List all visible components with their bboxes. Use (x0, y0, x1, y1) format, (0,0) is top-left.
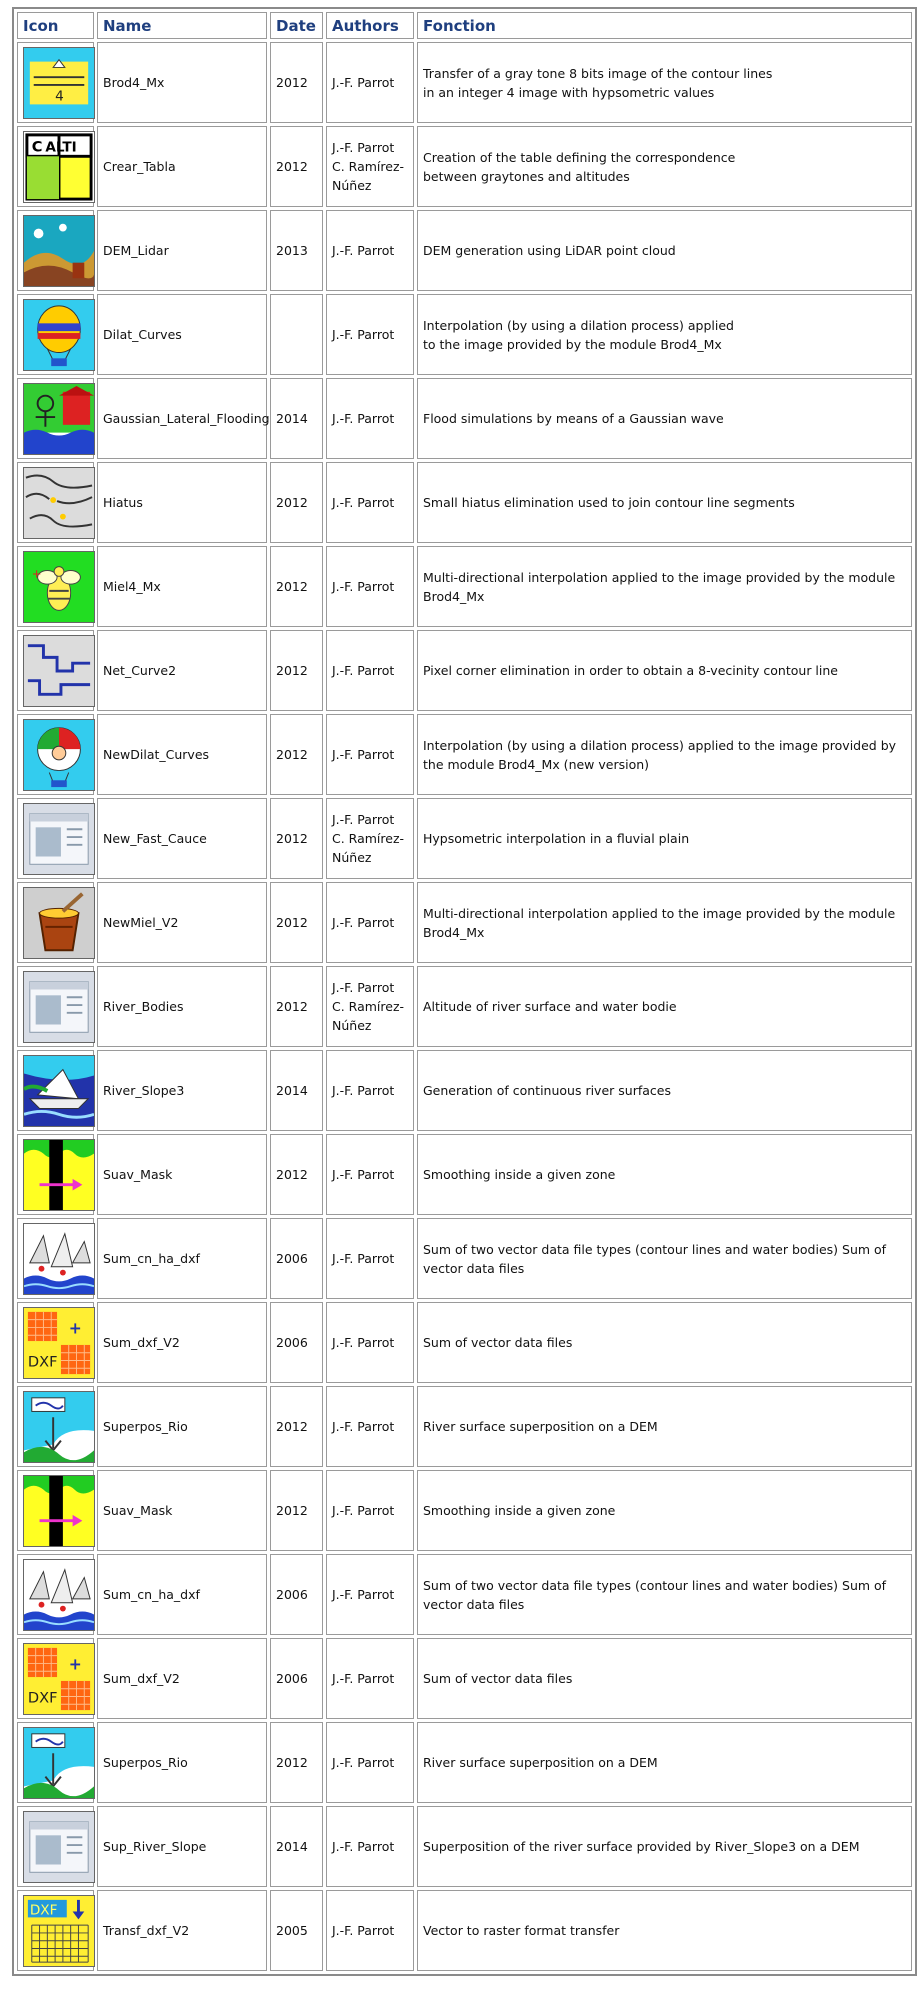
table-row (17, 966, 912, 1047)
header-icon: Icon (17, 12, 94, 39)
module-date: 2006 (270, 1554, 323, 1635)
module-authors: J.-F. Parrot (326, 1638, 414, 1719)
module-date: 2012 (270, 966, 323, 1047)
module-date: 2012 (270, 1470, 323, 1551)
svg-text:DXF: DXF (27, 1688, 58, 1706)
brod4-icon (23, 47, 95, 119)
table-row (17, 1134, 912, 1215)
river-superpos-icon (23, 1391, 95, 1463)
module-date: 2012 (270, 798, 323, 879)
table-row (17, 1806, 912, 1887)
module-date: 2006 (270, 1218, 323, 1299)
header-fonction: Fonction (417, 12, 912, 39)
module-authors: J.-F. Parrot (326, 630, 414, 711)
icon-cell (17, 714, 94, 795)
module-date: 2014 (270, 1050, 323, 1131)
module-fonction: Sum of two vector data file types (contour lines and water bodies) Sum of vector data files (417, 1218, 912, 1299)
module-date: 2012 (270, 462, 323, 543)
module-fonction: River surface superposition on a DEM (417, 1722, 912, 1803)
module-date: 2012 (270, 882, 323, 963)
module-name: Brod4_Mx (97, 42, 267, 123)
svg-text:DXF: DXF (27, 1352, 58, 1370)
module-fonction: Sum of two vector data file types (contour lines and water bodies) Sum of vector data files (417, 1554, 912, 1635)
icon-cell (17, 1638, 94, 1719)
module-authors: J.-F. Parrot (326, 1302, 414, 1383)
table-row (17, 462, 912, 543)
module-fonction: Vector to raster format transfer (417, 1890, 912, 1971)
module-name: Net_Curve2 (97, 630, 267, 711)
module-name: Miel4_Mx (97, 546, 267, 627)
icon-cell (17, 1470, 94, 1551)
module-fonction: Smoothing inside a given zone (417, 1470, 912, 1551)
table-row (17, 126, 912, 207)
icon-cell (17, 1890, 94, 1971)
table-row (17, 630, 912, 711)
module-name: Superpos_Rio (97, 1722, 267, 1803)
module-authors: J.-F. Parrot (326, 1218, 414, 1299)
module-fonction: Sum of vector data files (417, 1638, 912, 1719)
svg-text:+: + (68, 1318, 82, 1337)
icon-cell (17, 1302, 94, 1383)
module-authors: J.-F. Parrot (326, 378, 414, 459)
table-row (17, 1386, 912, 1467)
sailboats-icon (23, 1559, 95, 1631)
svg-text:DXF: DXF (29, 1901, 58, 1918)
bee-icon (23, 551, 95, 623)
module-name: Suav_Mask (97, 1134, 267, 1215)
module-fonction: Superposition of the river surface provided by River_Slope3 on a DEM (417, 1806, 912, 1887)
icon-cell (17, 462, 94, 543)
module-fonction: Generation of continuous river surfaces (417, 1050, 912, 1131)
svg-text:+: + (68, 1654, 82, 1673)
generic-window-icon (23, 1811, 95, 1883)
module-fonction: River surface superposition on a DEM (417, 1386, 912, 1467)
module-authors: J.-F. Parrot C. Ramírez- Núñez (326, 966, 414, 1047)
module-date: 2012 (270, 1134, 323, 1215)
module-authors: J.-F. Parrot C. Ramírez- Núñez (326, 126, 414, 207)
icon-cell (17, 42, 94, 123)
module-name: Hiatus (97, 462, 267, 543)
module-date (270, 294, 323, 375)
svg-text:ALTI: ALTI (45, 138, 77, 155)
svg-text:4: 4 (55, 88, 64, 104)
module-fonction: Transfer of a gray tone 8 bits image of the contour lines in an integer 4 image with hypsometric values (417, 42, 912, 123)
icon-cell (17, 1218, 94, 1299)
table-row (17, 798, 912, 879)
module-fonction: Altitude of river surface and water bodie (417, 966, 912, 1047)
table-row (17, 1722, 912, 1803)
sailboats-icon (23, 1223, 95, 1295)
module-date: 2012 (270, 630, 323, 711)
dxf-raster-icon (23, 1895, 95, 1967)
module-fonction: DEM generation using LiDAR point cloud (417, 210, 912, 291)
table-row (17, 882, 912, 963)
module-date: 2012 (270, 714, 323, 795)
module-authors: J.-F. Parrot C. Ramírez- Núñez (326, 798, 414, 879)
header-authors: Authors (326, 12, 414, 39)
flood-house-icon (23, 383, 95, 455)
icon-cell (17, 882, 94, 963)
module-date: 2012 (270, 546, 323, 627)
honey-pot-icon (23, 887, 95, 959)
module-date: 2012 (270, 1386, 323, 1467)
table-row (17, 1638, 912, 1719)
module-fonction: Creation of the table defining the correspondence between graytones and altitudes (417, 126, 912, 207)
river-superpos-icon (23, 1727, 95, 1799)
module-fonction: Multi-directional interpolation applied to the image provided by the module Brod4_Mx (417, 546, 912, 627)
module-fonction: Small hiatus elimination used to join contour line segments (417, 462, 912, 543)
table-row (17, 1554, 912, 1635)
table-row (17, 294, 912, 375)
icon-cell (17, 210, 94, 291)
module-date: 2006 (270, 1302, 323, 1383)
module-date: 2005 (270, 1890, 323, 1971)
module-authors: J.-F. Parrot (326, 1470, 414, 1551)
module-date: 2014 (270, 1806, 323, 1887)
module-name: NewMiel_V2 (97, 882, 267, 963)
module-name: Superpos_Rio (97, 1386, 267, 1467)
module-name: DEM_Lidar (97, 210, 267, 291)
generic-window-icon (23, 971, 95, 1043)
table-row (17, 378, 912, 459)
module-date: 2012 (270, 126, 323, 207)
icon-cell (17, 1386, 94, 1467)
icon-cell (17, 1806, 94, 1887)
module-name: Crear_Tabla (97, 126, 267, 207)
module-authors: J.-F. Parrot (326, 546, 414, 627)
module-authors: J.-F. Parrot (326, 1386, 414, 1467)
icon-cell (17, 798, 94, 879)
module-fonction: Sum of vector data files (417, 1302, 912, 1383)
table-row (17, 1890, 912, 1971)
module-authors: J.-F. Parrot (326, 42, 414, 123)
module-name: Sum_cn_ha_dxf (97, 1218, 267, 1299)
hiatus-lines-icon (23, 467, 95, 539)
module-authors: J.-F. Parrot (326, 1722, 414, 1803)
icon-cell (17, 126, 94, 207)
module-name: Sum_dxf_V2 (97, 1302, 267, 1383)
icon-cell (17, 1722, 94, 1803)
module-name: Sum_dxf_V2 (97, 1638, 267, 1719)
mask-arrow-icon (23, 1139, 95, 1211)
table-row (17, 42, 912, 123)
module-authors: J.-F. Parrot (326, 1050, 414, 1131)
icon-cell (17, 966, 94, 1047)
module-fonction: Pixel corner elimination in order to obtain a 8-vecinity contour line (417, 630, 912, 711)
generic-window-icon (23, 803, 95, 875)
module-name: Gaussian_Lateral_Flooding (97, 378, 267, 459)
icon-cell (17, 378, 94, 459)
dem-lidar-icon (23, 215, 95, 287)
module-date: 2012 (270, 1722, 323, 1803)
table-row (17, 1050, 912, 1131)
net-curve-icon (23, 635, 95, 707)
module-fonction: Smoothing inside a given zone (417, 1134, 912, 1215)
module-name: New_Fast_Cauce (97, 798, 267, 879)
module-date: 2006 (270, 1638, 323, 1719)
table-row (17, 714, 912, 795)
modules-table-container (12, 7, 917, 1976)
icon-cell (17, 1554, 94, 1635)
module-fonction: Interpolation (by using a dilation process) applied to the image provided by the module Brod4_Mx (new version) (417, 714, 912, 795)
module-name: River_Slope3 (97, 1050, 267, 1131)
module-authors: J.-F. Parrot (326, 462, 414, 543)
table-row (17, 1302, 912, 1383)
module-authors: J.-F. Parrot (326, 1554, 414, 1635)
header-row (17, 12, 912, 39)
module-authors: J.-F. Parrot (326, 1134, 414, 1215)
module-date: 2013 (270, 210, 323, 291)
module-name: Sup_River_Slope (97, 1806, 267, 1887)
module-date: 2014 (270, 378, 323, 459)
header-name: Name (97, 12, 267, 39)
module-name: Suav_Mask (97, 1470, 267, 1551)
calti-table-icon (23, 131, 95, 203)
table-row (17, 1470, 912, 1551)
modules-table (12, 7, 917, 1976)
header-date: Date (270, 12, 323, 39)
module-authors: J.-F. Parrot (326, 1806, 414, 1887)
module-name: NewDilat_Curves (97, 714, 267, 795)
module-authors: J.-F. Parrot (326, 882, 414, 963)
svg-text:+: + (31, 565, 42, 580)
module-name: River_Bodies (97, 966, 267, 1047)
module-date: 2012 (270, 42, 323, 123)
table-row (17, 1218, 912, 1299)
module-authors: J.-F. Parrot (326, 714, 414, 795)
dxf-sum-icon (23, 1307, 95, 1379)
dxf-sum-icon (23, 1643, 95, 1715)
mask-arrow-icon (23, 1475, 95, 1547)
module-fonction: Flood simulations by means of a Gaussian wave (417, 378, 912, 459)
module-name: Dilat_Curves (97, 294, 267, 375)
module-fonction: Interpolation (by using a dilation process) applied to the image provided by the module Brod4_Mx (417, 294, 912, 375)
icon-cell (17, 1134, 94, 1215)
module-name: Sum_cn_ha_dxf (97, 1554, 267, 1635)
module-fonction: Multi-directional interpolation applied to the image provided by the module Brod4_Mx (417, 882, 912, 963)
module-authors: J.-F. Parrot (326, 210, 414, 291)
parachute-balloon-icon (23, 719, 95, 791)
table-row (17, 546, 912, 627)
table-row (17, 210, 912, 291)
icon-cell (17, 546, 94, 627)
svg-text:C: C (31, 137, 43, 155)
module-fonction: Hypsometric interpolation in a fluvial plain (417, 798, 912, 879)
icon-cell (17, 1050, 94, 1131)
module-authors: J.-F. Parrot (326, 1890, 414, 1971)
module-authors: J.-F. Parrot (326, 294, 414, 375)
icon-cell (17, 630, 94, 711)
icon-cell (17, 294, 94, 375)
paper-boat-icon (23, 1055, 95, 1127)
module-name: Transf_dxf_V2 (97, 1890, 267, 1971)
balloon-icon (23, 299, 95, 371)
